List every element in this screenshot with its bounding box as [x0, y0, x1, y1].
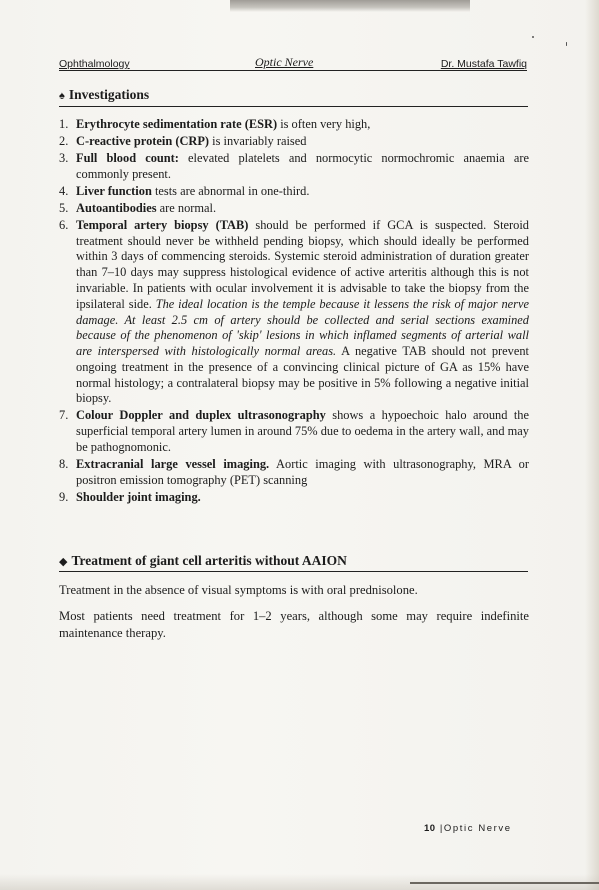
header-chapter-title: Optic Nerve: [255, 55, 314, 69]
list-item: [59, 184, 529, 200]
item-term: Liver function: [76, 183, 152, 198]
treatment-heading: [59, 553, 347, 569]
treatment-paragraph: Treatment in the absence of visual symptoms is with oral prednisolone.: [59, 583, 418, 597]
list-item: [59, 457, 529, 489]
header-author: Dr. Mustafa Tawfiq: [440, 58, 527, 70]
page-footer: [424, 823, 512, 834]
page-number: 10: [424, 823, 436, 834]
investigations-list: [59, 117, 529, 507]
item-term: Autoantibodies: [76, 200, 157, 215]
item-term: Full blood count:: [76, 150, 179, 165]
section-divider: [59, 571, 528, 572]
item-number: 4.: [59, 183, 69, 198]
scan-shadow-top: [230, 0, 470, 12]
item-term: Extracranial large vessel imaging.: [76, 457, 270, 472]
item-term: Temporal artery biopsy (TAB): [76, 217, 249, 232]
item-text: should be performed if GCA is suspected. Steroid treatment should never be withheld pending biopsy, which should ideally be performed within 3 days of commencing steroids. Systemic steroid administration of duration greater than 7–10 days may suppress histological evidence of active arteritis although this is not invariable. In patients with ocular involvement it is advisable to take the biopsy from the ipsilateral side.: [76, 217, 529, 311]
item-number: 1.: [59, 117, 69, 131]
list-item: [59, 151, 529, 183]
treatment-paragraph: Most patients need treatment for 1–2 years, although some may require indefinite maintenance therapy.: [59, 609, 529, 640]
investigations-heading-text: Investigations: [68, 87, 150, 102]
list-item: [59, 134, 529, 150]
item-term: C-reactive protein (CRP): [76, 133, 210, 148]
item-italic-text: The ideal location is the temple because it lessens the risk of major nerve damage. At least 2.5 cm of artery should be collected and serial sections examined because of the phenomenon of 'skip' lesions in which inflamed segments of arterial wall are interspersed with histologically normal areas.: [76, 296, 529, 359]
item-number: 9.: [59, 489, 69, 504]
item-text: Aortic imaging with ultrasonography, MRA or positron emission tomography (PET) scanning: [76, 457, 530, 487]
item-number: 5.: [59, 200, 69, 215]
spade-bullet-icon: ♠: [59, 90, 65, 102]
item-number: 3.: [59, 150, 69, 165]
list-item: [59, 408, 529, 455]
list-item: [59, 117, 529, 133]
item-term: Shoulder joint imaging.: [76, 489, 201, 504]
diamond-bullet-icon: ◆: [59, 556, 68, 568]
footer-title: Optic Nerve: [443, 823, 512, 834]
item-number: 2.: [59, 133, 69, 148]
scan-speck: [566, 42, 567, 46]
item-text: shows a hypoechoic halo around the superficial temporal artery lumen in around 75% due to oedema in the artery wall, and may be pathognomonic.: [76, 408, 529, 455]
item-text: tests are abnormal in one-third.: [151, 183, 310, 198]
list-item: [59, 218, 529, 408]
item-text-continued: A negative TAB should not prevent ongoing treatment in the presence of a convincing clinical picture of GA as 15% have normal histology; a contralateral biopsy may be positive in 5% following a negative initial biopsy.: [76, 344, 529, 406]
item-term: Erythrocyte sedimentation rate (ESR): [76, 117, 278, 131]
investigations-heading: [59, 87, 149, 103]
header-subject: Ophthalmology: [59, 58, 130, 70]
item-number: 7.: [59, 408, 69, 423]
item-text: elevated platelets and normocytic normochromic anaemia are commonly present.: [76, 150, 529, 181]
list-item: [59, 201, 529, 217]
running-header: [59, 54, 527, 71]
item-text: is often very high,: [277, 117, 371, 131]
item-text: is invariably raised: [209, 133, 307, 148]
item-number: 8.: [59, 457, 69, 472]
section-divider: [59, 106, 528, 107]
item-text: are normal.: [156, 200, 217, 215]
item-number: 6.: [59, 217, 69, 232]
scan-edge-line: [410, 882, 599, 884]
list-item: [59, 490, 529, 506]
scan-edge-right: [585, 0, 599, 890]
footer-separator: |: [439, 823, 444, 834]
item-term: Colour Doppler and duplex ultrasonography: [76, 408, 326, 423]
scan-speck: [532, 36, 534, 38]
treatment-heading-text: Treatment of giant cell arteritis without AAION: [71, 553, 347, 568]
